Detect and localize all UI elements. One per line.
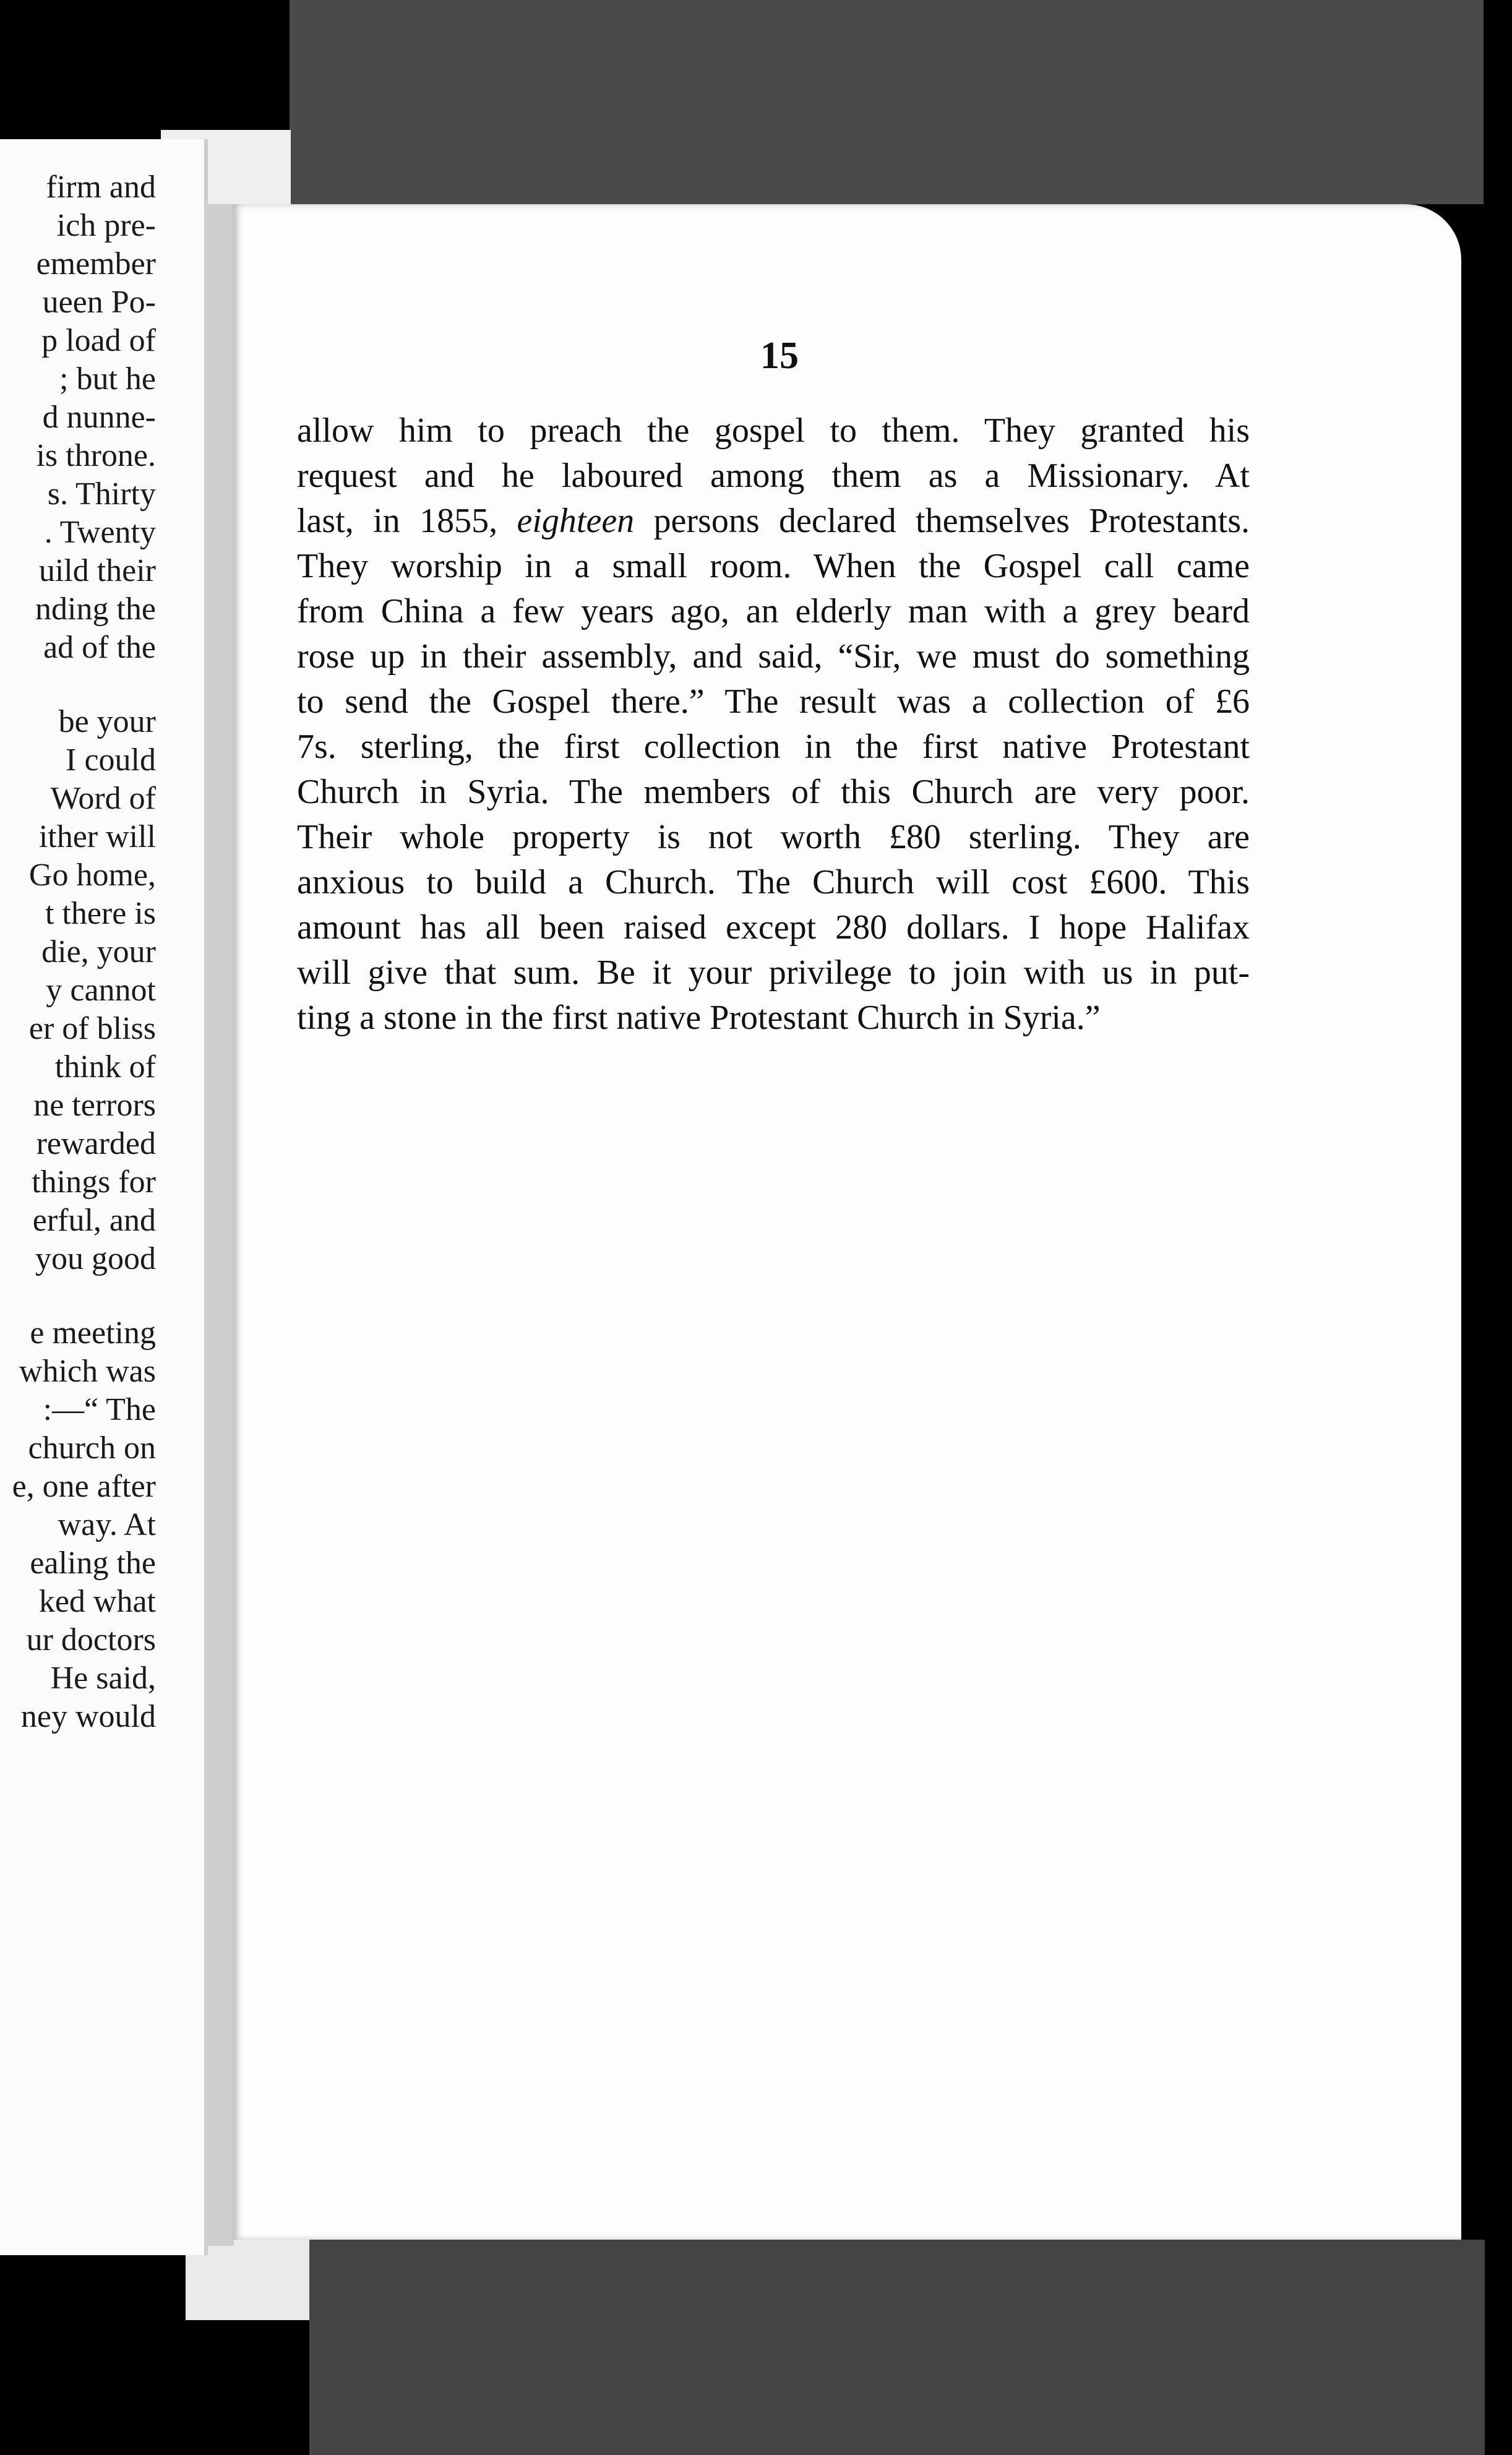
facing-page-line: things for — [32, 1164, 156, 1200]
text-line — [297, 408, 1250, 454]
text-line — [297, 589, 1250, 634]
body-paragraph — [297, 408, 1250, 1041]
facing-page-line: y cannot — [46, 973, 156, 1008]
text-segment: will give that sum. Be it your privilege to join with us in put- — [297, 953, 1250, 992]
facing-page-line: emember — [36, 246, 156, 282]
facing-page-line: s. Thirty — [47, 476, 156, 512]
text-line — [297, 634, 1250, 679]
text-segment: Church in Syria. The members of this Church are very poor. — [297, 773, 1250, 811]
text-line — [297, 905, 1250, 950]
text-segment: from China a few years ago, an elderly man with a grey beard — [297, 592, 1250, 630]
facing-page-line: firm and — [46, 170, 156, 205]
facing-page-line: Go home, — [28, 858, 156, 893]
text-line — [297, 860, 1250, 905]
text-segment: allow him to preach the gospel to them. They granted his — [297, 411, 1250, 450]
facing-page-line: :—“ The — [43, 1392, 156, 1427]
facing-page-line: church on — [28, 1430, 156, 1466]
text-segment: ting a stone in the first native Protestant Church in Syria.” — [297, 999, 1101, 1037]
text-line — [297, 770, 1250, 815]
text-segment: persons declared themselves Protestants. — [634, 502, 1250, 540]
facing-page-line: erful, and — [32, 1203, 156, 1238]
facing-page-line: nding the — [35, 591, 156, 627]
facing-page-line: I could — [66, 742, 156, 778]
facing-page-line: e, one after — [12, 1469, 156, 1504]
text-line — [297, 544, 1250, 589]
text-line — [297, 499, 1250, 544]
text-segment: last, in 1855, — [297, 502, 517, 540]
page-number: 15 — [760, 335, 799, 377]
facing-page-line: ealing the — [30, 1546, 156, 1581]
text-segment: rose up in their assembly, and said, “Sir, we must do something — [297, 637, 1250, 676]
facing-page-line: ur doctors — [26, 1622, 156, 1657]
facing-page-line: er of bliss — [28, 1011, 156, 1046]
facing-page-line: He said, — [50, 1661, 156, 1696]
facing-page-line: t there is — [45, 896, 156, 931]
text-line — [297, 679, 1250, 724]
facing-page-line: is throne. — [36, 438, 156, 473]
facing-page-line: p load of — [41, 323, 156, 358]
facing-page-line: ither will — [38, 819, 156, 854]
facing-page-line: ad of the — [43, 630, 156, 665]
text-segment: 7s. sterling, the first collection in the first native Protestant — [297, 728, 1250, 766]
text-line — [297, 724, 1250, 770]
facing-page-line: way. At — [58, 1507, 156, 1542]
facing-page-line: ney would — [20, 1699, 156, 1734]
italic-word: eighteen — [517, 502, 635, 540]
facing-page-line: ; but he — [59, 361, 156, 397]
facing-page-line: e meeting — [30, 1315, 156, 1351]
facing-page-line: ne terrors — [33, 1088, 156, 1123]
facing-page-line: ich pre- — [56, 208, 156, 243]
scan-background-top — [290, 0, 1484, 204]
text-segment: to send the Gospel there.” The result was a collection of £6 — [297, 682, 1250, 721]
text-line — [297, 995, 1250, 1041]
facing-page-line: uild their — [38, 553, 156, 588]
text-segment: amount has all been raised except 280 dollars. I hope Halifax — [297, 908, 1250, 947]
text-line — [297, 815, 1250, 860]
text-segment: request and he laboured among them as a Missionary. At — [297, 457, 1250, 495]
facing-page-line: Word of — [50, 781, 156, 816]
facing-page-line: rewarded — [36, 1126, 156, 1161]
facing-page-line: ueen Po- — [42, 285, 156, 320]
facing-page-line: which was — [19, 1354, 156, 1389]
facing-page-line: d nunne- — [42, 400, 156, 435]
facing-page — [0, 139, 208, 2255]
text-line — [297, 950, 1250, 995]
text-line — [297, 454, 1250, 499]
scan-background-bottom — [309, 2240, 1485, 2455]
facing-page-line: die, your — [41, 934, 156, 970]
book-gutter — [204, 204, 234, 2246]
facing-page-line: you good — [35, 1241, 156, 1276]
text-segment: anxious to build a Church. The Church will cost £600. This — [297, 863, 1250, 901]
facing-page-line: ked what — [38, 1584, 156, 1619]
text-segment: They worship in a small room. When the Gospel call came — [297, 547, 1250, 585]
facing-page-line: be your — [58, 704, 156, 739]
text-segment: Their whole property is not worth £80 sterling. They are — [297, 818, 1250, 856]
facing-page-line: think of — [54, 1049, 156, 1085]
facing-page-line: . Twenty — [44, 515, 156, 550]
